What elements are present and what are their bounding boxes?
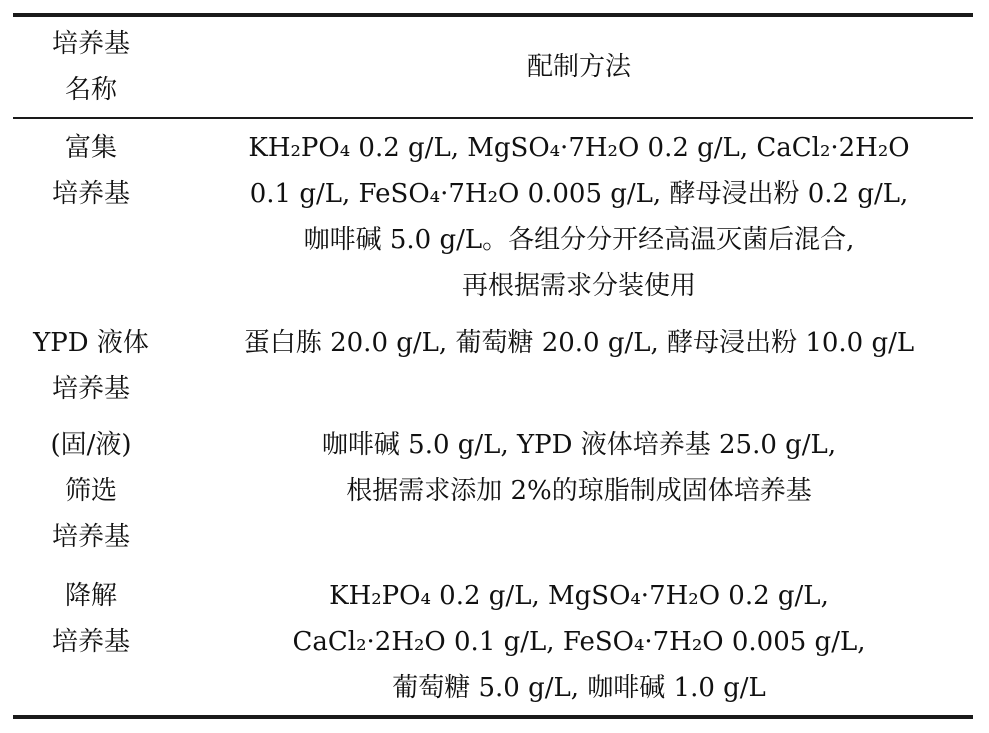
method-line: CaCl₂·2H₂O 0.1 g/L, FeSO₄·7H₂O 0.005 g/L, (292, 627, 866, 657)
name-line: 培养基 (51, 179, 130, 209)
name-line: 培养基 (51, 522, 130, 552)
header-method-cell (185, 44, 973, 90)
method-line: 咖啡碱 5.0 g/L。各组分分开经高温灭菌后混合, (303, 225, 855, 255)
name-line: 富集 (64, 133, 117, 163)
row-1-name (13, 125, 169, 217)
method-line: KH₂PO₄ 0.2 g/L, MgSO₄·7H₂O 0.2 g/L, CaCl₂·2H₂O (248, 133, 910, 163)
name-line: YPD 液体 (33, 328, 149, 358)
method-line: 再根据需求分装使用 (461, 271, 696, 301)
method-line: 葡萄糖 5.0 g/L, 咖啡碱 1.0 g/L (392, 673, 766, 703)
method-line: 0.1 g/L, FeSO₄·7H₂O 0.005 g/L, 酵母浸出粉 0.2 g/L, (249, 179, 909, 209)
method-line: 根据需求添加 2%的琼脂制成固体培养基 (346, 476, 812, 506)
name-line: 降解 (64, 581, 117, 611)
header-name-cell (13, 21, 169, 113)
row-4-method (185, 573, 973, 711)
row-2-name (13, 320, 169, 412)
name-line: 培养基 (51, 627, 130, 657)
header-name-line: 名称 (64, 75, 117, 105)
row-3-method (185, 422, 973, 514)
header-method: 配制方法 (526, 52, 631, 82)
row-2-method (185, 320, 973, 366)
name-line: (固/液) (50, 430, 132, 460)
name-line: 培养基 (51, 374, 130, 404)
header-name-line: 培养基 (51, 29, 130, 59)
header-rule (13, 117, 973, 119)
method-line: 蛋白胨 20.0 g/L, 葡萄糖 20.0 g/L, 酵母浸出粉 10.0 g/L (243, 328, 915, 358)
row-3-name (13, 422, 169, 560)
row-1-method (185, 125, 973, 309)
bottom-rule (13, 715, 973, 719)
method-line: KH₂PO₄ 0.2 g/L, MgSO₄·7H₂O 0.2 g/L, (329, 581, 829, 611)
top-rule (13, 13, 973, 17)
method-line: 咖啡碱 5.0 g/L, YPD 液体培养基 25.0 g/L, (321, 430, 837, 460)
row-4-name (13, 573, 169, 665)
name-line: 筛选 (64, 476, 117, 506)
